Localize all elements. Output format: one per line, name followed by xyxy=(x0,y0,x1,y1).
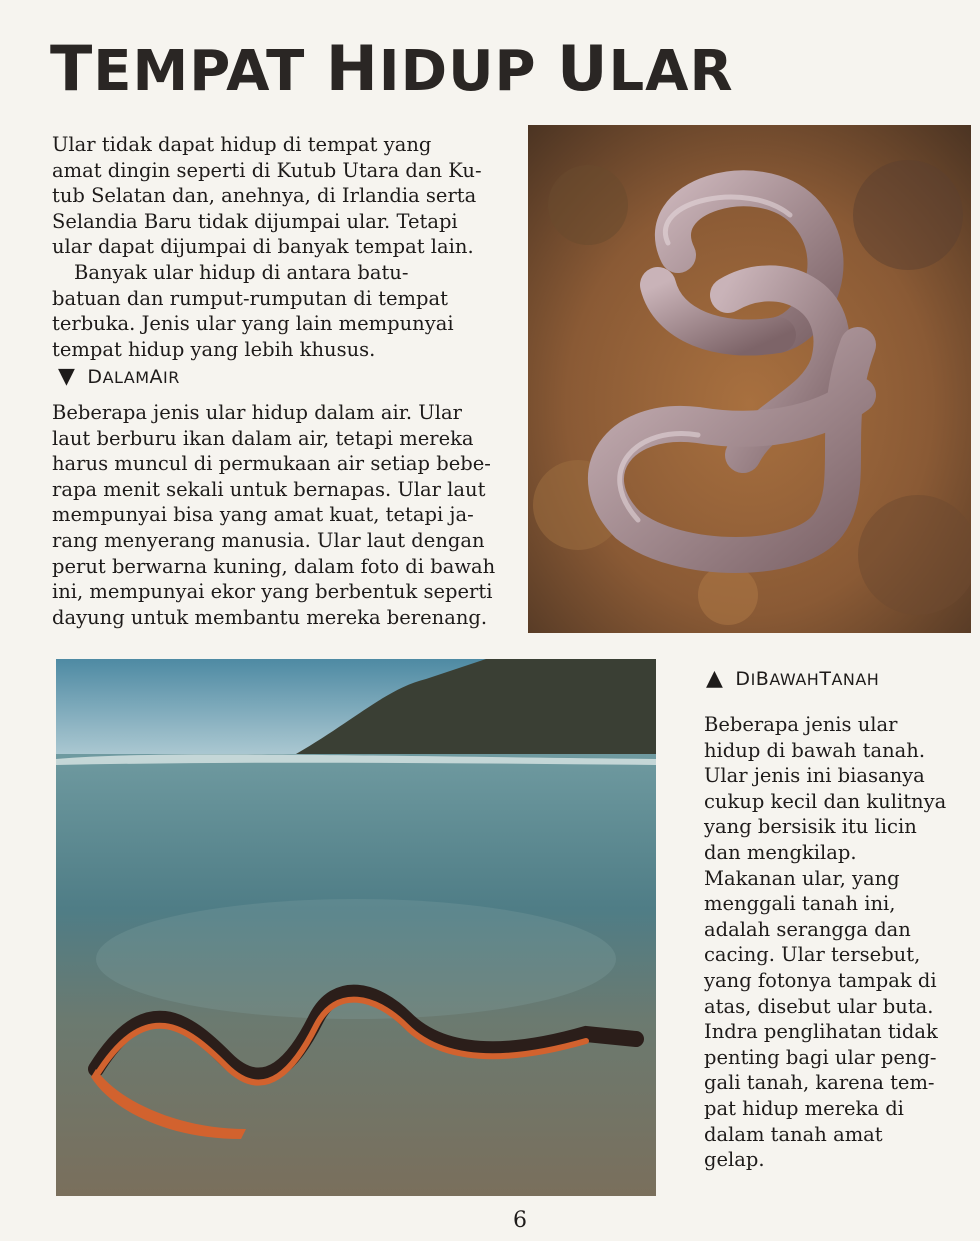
text-line: tub Selatan dan, anehnya, di Irlandia serta xyxy=(52,184,477,208)
heading-cap: D xyxy=(735,668,751,690)
text-line: Ular jenis ini biasanya xyxy=(704,764,925,788)
section-heading-di-bawah-tanah xyxy=(706,668,879,690)
text-line: Selandia Baru tidak dijumpai ular. Tetapi xyxy=(52,209,458,233)
text-line: Ular tidak dapat hidup di tempat yang xyxy=(52,133,432,156)
text-line: rang menyerang manusia. Ular laut dengan xyxy=(52,528,485,552)
text-line: ular dapat dijumpai di banyak tempat lain. xyxy=(52,235,474,259)
text-line: dayung untuk membantu mereka berenang. xyxy=(52,605,488,629)
section-heading-dalam-air xyxy=(58,366,180,388)
text-line: amat dingin seperti di Kutub Utara dan Ku- xyxy=(52,158,482,182)
text-line: penting bagi ular peng- xyxy=(704,1045,937,1069)
text-line: harus muncul di permukaan air setiap bebe- xyxy=(52,452,491,476)
text-line: yang fotonya tampak di xyxy=(704,968,937,992)
text-line: ini, mempunyai ekor yang berbentuk seperti xyxy=(52,580,493,604)
text-line: dalam tanah amat xyxy=(704,1122,883,1146)
text-line: cukup kecil dan kulitnya xyxy=(704,789,947,813)
text-line: mempunyai bisa yang amat kuat, tetapi ja- xyxy=(52,503,474,527)
text-line: laut berburu ikan dalam air, tetapi mereka xyxy=(52,426,474,450)
water-paragraph xyxy=(52,400,495,630)
title-part-empat: EMPAT xyxy=(93,39,326,104)
text-line: yang bersisik itu licin xyxy=(704,815,917,839)
heading-part: IR xyxy=(163,367,180,387)
title-cap-t: T xyxy=(50,32,94,105)
heading-part: I xyxy=(750,669,756,689)
text-line: rapa menit sekali untuk bernapas. Ular laut xyxy=(52,477,486,501)
title-part-idup: IDUP xyxy=(378,39,558,104)
heading-cap: B xyxy=(755,668,770,690)
heading-cap: D xyxy=(87,366,103,388)
text-line: pat hidup mereka di xyxy=(704,1096,904,1120)
intro-paragraph-2 xyxy=(52,260,454,362)
sea-snake-illustration xyxy=(56,659,656,1196)
text-line: Banyak ular hidup di antara batu- xyxy=(74,261,409,284)
text-line: adalah serangga dan xyxy=(704,917,911,941)
text-line: atas, disebut ular buta. xyxy=(704,994,934,1018)
text-line: tempat hidup yang lebih khusus. xyxy=(52,337,376,361)
text-line: cacing. Ular tersebut, xyxy=(704,943,921,967)
heading-cap: T xyxy=(819,668,832,690)
text-line: hidup di bawah tanah. xyxy=(704,738,926,762)
text-line: gali tanah, karena tem- xyxy=(704,1071,935,1095)
blind-snake-illustration xyxy=(528,125,971,633)
heading-cap: A xyxy=(149,366,164,388)
blind-snake-photo xyxy=(528,125,971,633)
title-cap-u: U xyxy=(557,32,609,105)
title-part-lar: LAR xyxy=(608,39,734,104)
text-line: Beberapa jenis ular hidup dalam air. Ular xyxy=(52,401,462,424)
text-line: Beberapa jenis ular xyxy=(704,713,898,736)
heading-part: ALAM xyxy=(102,367,150,387)
heading-part: ANAH xyxy=(831,669,880,689)
page-title xyxy=(50,32,734,105)
title-cap-h: H xyxy=(325,32,379,105)
text-line: gelap. xyxy=(704,1148,765,1172)
text-line: dan mengkilap. xyxy=(704,840,857,864)
text-line: terbuka. Jenis ular yang lain mempunyai xyxy=(52,312,454,336)
text-line: Makanan ular, yang xyxy=(704,866,900,890)
up-triangle-icon: ▲ xyxy=(706,666,724,691)
text-line: Indra penglihatan tidak xyxy=(704,1020,938,1044)
page-number: 6 xyxy=(513,1208,527,1233)
heading-part: AWAH xyxy=(769,669,820,689)
text-line: perut berwarna kuning, dalam foto di bawah xyxy=(52,554,496,578)
text-line: menggali tanah ini, xyxy=(704,892,896,916)
intro-paragraph-1 xyxy=(52,132,482,260)
down-triangle-icon: ▼ xyxy=(58,364,76,389)
text-line: batuan dan rumput-rumputan di tempat xyxy=(52,286,448,310)
sea-snake-photo xyxy=(56,659,656,1196)
ground-paragraph xyxy=(704,712,946,1173)
